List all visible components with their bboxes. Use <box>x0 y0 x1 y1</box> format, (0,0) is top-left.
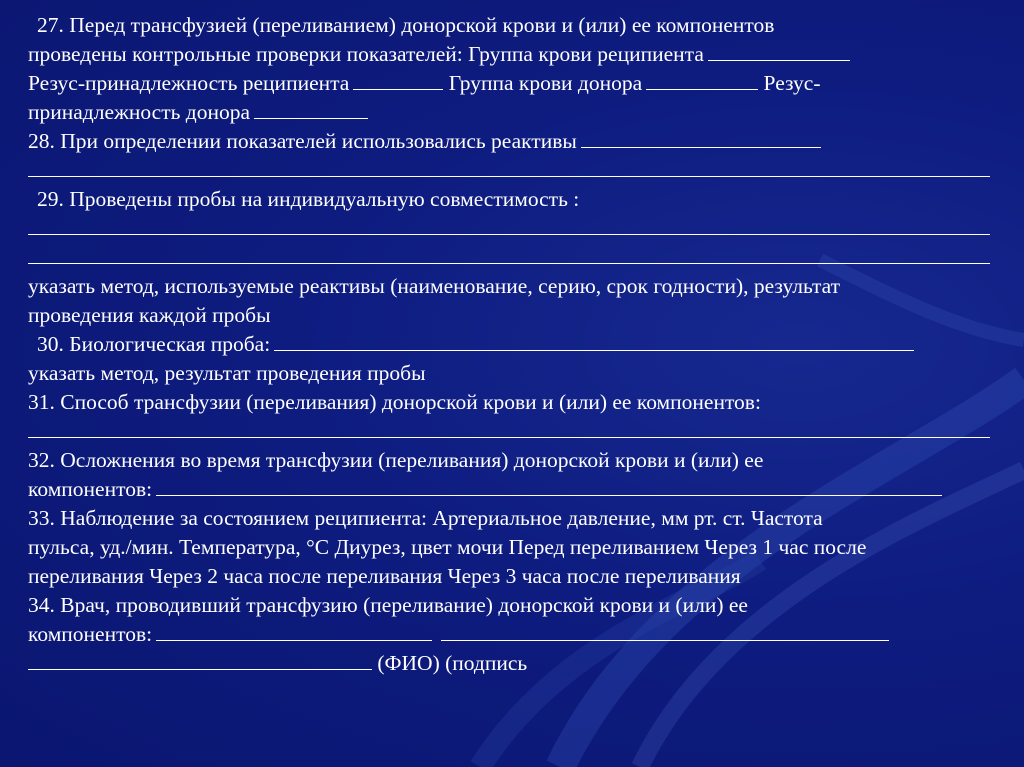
item-27-line-1: 27. Перед трансфузией (переливанием) донорской крови и (или) ее компонентов <box>37 13 775 37</box>
item-33-line-2: пульса, уд./мин. Температура, °С Диурез, цвет мочи Перед переливанием Через 1 час после <box>28 535 867 559</box>
blank-complications <box>156 476 942 496</box>
item-28-line-2 <box>28 156 1003 185</box>
blank-doctor-name <box>156 621 432 641</box>
item-29-line-3 <box>28 243 1003 272</box>
blank-biological-test <box>274 331 914 351</box>
item-33-line-3: переливания Через 2 часа после переливания Через 3 часа после переливания <box>28 564 741 588</box>
blank-doctor-position <box>441 621 889 641</box>
item-29-line-5: проведения каждой пробы <box>28 303 271 327</box>
item-31-line-2 <box>28 417 1003 446</box>
item-27-line-2: проведены контрольные проверки показателей: Группа крови реципиента <box>28 40 1003 69</box>
item-27-line-3: Резус-принадлежность реципиента Группа крови донора Резус- <box>28 71 821 95</box>
blank-compatibility-tests-2 <box>28 244 990 264</box>
blank-reagents <box>581 128 821 148</box>
blank-transfusion-method <box>28 418 990 438</box>
item-29-line-1: 29. Проведены пробы на индивидуальную совместимость : <box>37 187 580 211</box>
item-31-line-1: 31. Способ трансфузии (переливания) донорской крови и (или) ее компонентов: <box>28 390 761 414</box>
blank-recipient-blood-group <box>708 41 850 61</box>
item-34-line-3: (ФИО) (подпись <box>28 649 1003 678</box>
item-32-line-1: 32. Осложнения во время трансфузии (переливания) донорской крови и (или) ее <box>28 448 764 472</box>
item-28-line-1: 28. При определении показателей использовались реактивы <box>28 127 1003 156</box>
item-34-line-1: 34. Врач, проводивший трансфузию (переливание) донорской крови и (или) ее <box>28 593 748 617</box>
item-29-line-4: указать метод, используемые реактивы (наименование, серию, срок годности), результат <box>28 274 841 298</box>
item-34-line-2: компонентов: <box>28 620 1003 649</box>
blank-donor-blood-group <box>646 70 758 90</box>
item-30-line-1: 30. Биологическая проба: <box>28 330 1003 359</box>
item-27-line-4: принадлежность донора <box>28 98 1003 127</box>
item-30-line-2: указать метод, результат проведения пробы <box>28 361 426 385</box>
blank-recipient-rh <box>353 70 443 90</box>
blank-compatibility-tests-1 <box>28 215 990 235</box>
item-29-line-2 <box>28 214 1003 243</box>
item-32-line-2: компонентов: <box>28 475 1003 504</box>
item-33-line-1: 33. Наблюдение за состоянием реципиента: Артериальное давление, мм рт. ст. Частота <box>28 506 823 530</box>
slide-text-block <box>28 11 1003 678</box>
blank-reagents-continued <box>28 157 990 177</box>
blank-doctor-signature <box>28 650 372 670</box>
blank-donor-rh <box>254 99 368 119</box>
